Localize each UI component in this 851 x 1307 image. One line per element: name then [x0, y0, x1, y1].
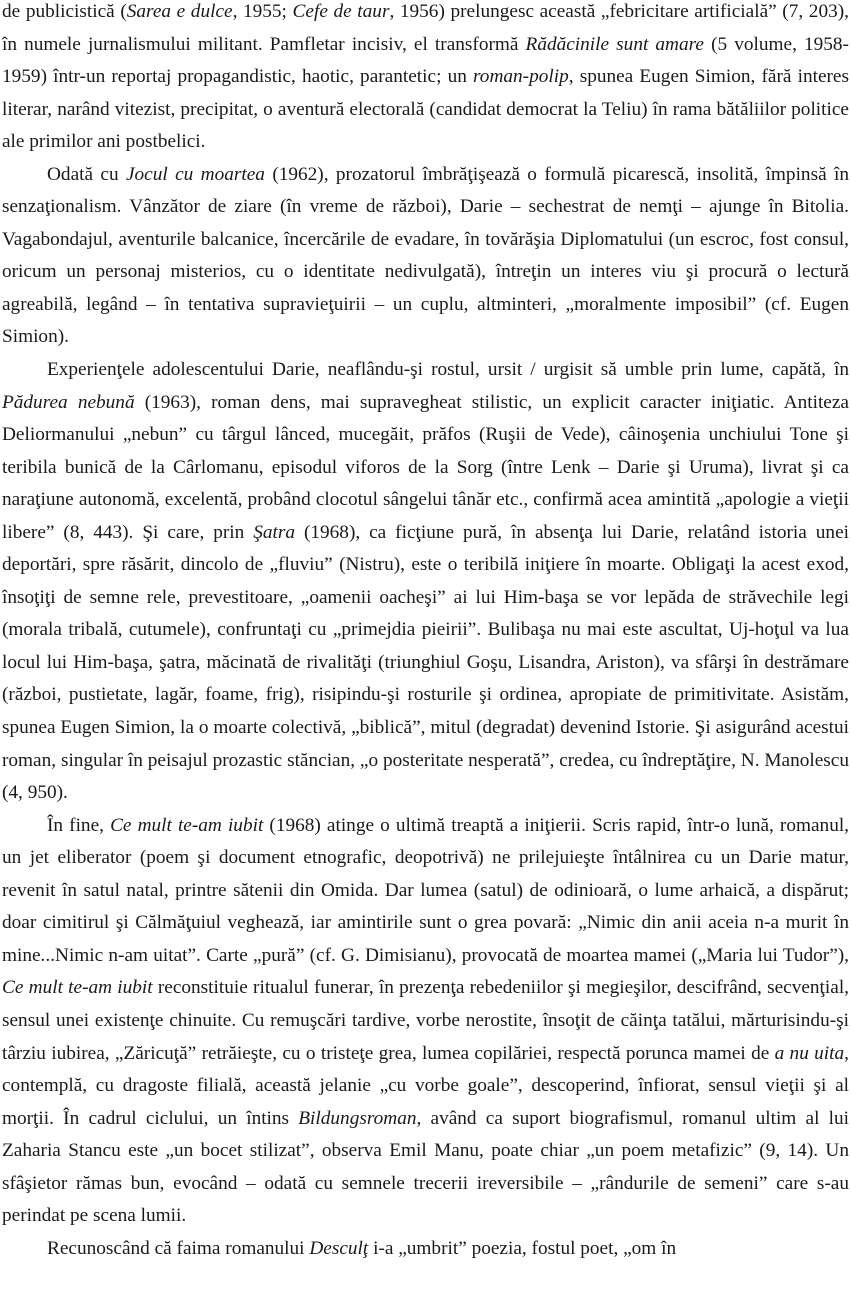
italic-title: Ce mult te-am iubit [2, 977, 153, 999]
text-run: (1963), roman dens, mai supravegheat stilistic, un explicit caracter iniţiatic. Antiteza Deliormanului „nebun” cu târgul lânced, mucegăit, prăfos (Ruşii de Vede), câinoşenia unchiului Tone şi teribila bunică de la Cârlomanu, episodul viforos de la Sorg (între Lenk – Darie şi Uruma), livrat şi ca naraţiune autonomă, excelentă, probând clocotul sângelui tânăr etc., confirmă acea amintită „apologie a vieţii libere” (8, 443). Şi care, prin [2, 391, 849, 543]
italic-title: Bildungsroman [298, 1107, 417, 1129]
italic-title: roman-polip [473, 66, 569, 88]
text-run: (1962), prozatorul îmbrăţişează o formulă picarescă, insolită, împinsă în senzaţionalism. Vânzător de ziare (în vreme de război), Darie – sechestrat de nemţi – ajunge în Bitolia. Vagabondajul, aventurile balcanice, încercările de evadare, în tovărăşia Diplomatului (un escroc, fost consul, oricum un personaj misterios, cu o identitate nedivulgată), întreţin un interes viu şi procură o lectură agreabilă, legând – în tentativa supravieţuirii – un cuplu, altminteri, „moralmente imposibil” (cf. Eugen Simion). [2, 163, 850, 348]
text-run: (1968) atinge o ultimă treaptă a iniţierii. Scris rapid, într-o lună, romanul, un jet eliberator (poem şi document etnografic, deopotrivă) ne prilejuieşte întâlnirea cu un Darie matur, revenit în satul natal, printre sătenii din Omida. Dar lumea (satul) de odinioară, o lume arhaică, a dispărut; doar cimitirul şi Călmăţuiul veghează, iar amintirile sunt o grea povară: „Nimic din anii aceia n-a murit în mine...Nimic n-am uitat”. Carte „pură” (cf. G. Dimisianu), provocată de moartea mamei („Maria lui Tudor”), [2, 814, 850, 966]
text-run: Recunoscând că faima romanului [47, 1237, 310, 1259]
text-run: de publicistică ( [2, 1, 127, 22]
body-paragraph [2, 1233, 849, 1266]
italic-title: Pădurea nebună [2, 391, 135, 413]
italic-title: Desculţ [309, 1237, 369, 1259]
text-run: , 1955; [232, 1, 293, 22]
text-run: reconstituie ritualul funerar, în prezenţa rebedeniilor şi megieşilor, descifrând, secvenţial, sensul unei existenţe chinuite. Cu remuşcări tardive, vorbe nerostite, însoţit de căinţa tatălui, mărturisindu-şi târziu iubirea, „Zăricuţă” retrăieşte, cu o tristeţe grea, lumea copilăriei, respectă porunca mamei de [2, 977, 849, 1064]
text-run: i-a „umbrit” poezia, fostul poet, „om în [368, 1237, 677, 1259]
italic-title: a nu uita [774, 1042, 845, 1064]
italic-title: Şatra [253, 521, 296, 543]
italic-title: Ce mult te-am iubit [110, 814, 264, 836]
italic-title: Rădăcinile sunt amare [525, 33, 704, 55]
text-run: Experienţele adolescentului Darie, neaflându-şi rostul, ursit / urgisit să umble prin lume, capătă, în [47, 359, 849, 381]
italic-title: Sarea e dulce [126, 1, 233, 22]
text-run: , spunea Eugen Simion, fără interes literar, narând vitezist, precipitat, o aventură electorală (candidat democrat la Teliu) în rama bătăliilor politice ale primilor ani postbelici. [2, 66, 849, 153]
body-paragraph [2, 159, 849, 354]
text-run: , contemplă, cu dragoste filială, această jelanie „cu vorbe goale”, descoperind, înfiorat, sensul vieţii şi al morţii. În cadrul ciclului, un întins [2, 1042, 849, 1129]
body-paragraph [2, 354, 849, 810]
text-run: , 1956) prelungesc această „febricitare artificială” (7, 203), în numele jurnalismului militant. Pamfletar incisiv, el transformă [2, 1, 849, 55]
italic-title: Cefe de taur [292, 1, 390, 22]
body-paragraph [2, 810, 849, 1233]
italic-title: Jocul cu moartea [125, 163, 265, 185]
body-paragraph [2, 0, 849, 159]
text-run: În fine, [47, 814, 111, 836]
text-run: (1968), ca ficţiune pură, în absenţa lui Darie, relatând istoria unei deportări, spre răsărit, dincolo de „fluviu” (Nistru), este o teribilă iniţiere în moarte. Obligaţi la acest exod, însoţiţi de semne rele, prevestitoare, „oamenii oacheşi” ai lui Him-başa se vor lepăda de străvechile legi (morala tribală, cutumele), confruntaţi cu „primejdia pieirii”. Bulibaşa nu mai este ascultat, Uj-hoţul va lua locul lui Him-başa, şatra, măcinată de rivalităţi (triunghiul Goşu, Lisandra, Ariston), va sfârşi în destrămare (război, pustietate, lagăr, foame, frig), risipindu-şi rosturile şi ordinea, apropiate de primitivitate. Asistăm, spunea Eugen Simion, la o moarte colectivă, „biblică”, mitul (degradat) devenind Istorie. Şi asigurând acestui roman, singular în peisajul prozastic stăncian, „o posteritate nesperată”, credea, cu îndreptăţire, N. Manolescu (4, 950). [2, 521, 849, 804]
text-run: , având ca suport biografismul, romanul ultim al lui Zaharia Stancu este „un bocet stilizat”, observa Emil Manu, poate chiar „un poem metafizic” (9, 14). Un sfâşietor rămas bun, evocând – odată cu semnele trecerii ireversibile – „rândurile de semeni” care s-au perindat pe scena lumii. [2, 1107, 849, 1227]
text-run: Odată cu [47, 163, 126, 185]
text-run: (5 volume, 1958-1959) într-un reportaj propagandistic, haotic, parantetic; un [2, 33, 849, 88]
